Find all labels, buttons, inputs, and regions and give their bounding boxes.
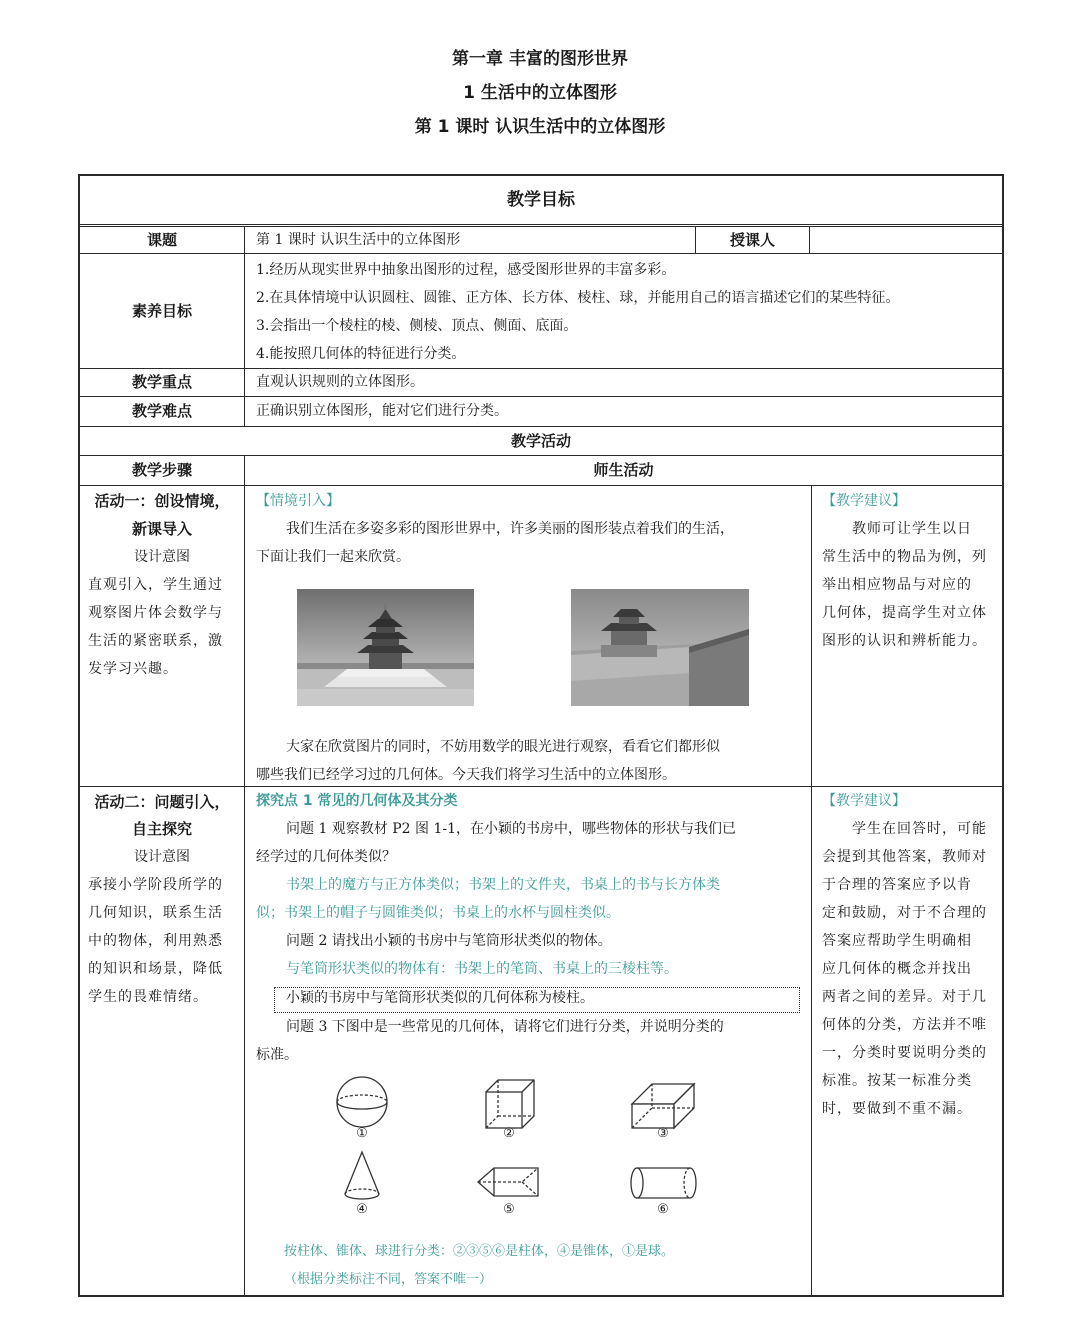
suggestion-tag: 【教学建议】 [822, 493, 906, 509]
explore-heading: 探究点 1 常见的几何体及其分类 [256, 793, 458, 809]
steps-label: 教学步骤 [131, 461, 192, 479]
key-label: 教学重点 [131, 373, 192, 391]
question1-line2: 经学过的几何体类似？ [256, 849, 396, 865]
suggestion2-tag: 【教学建议】 [822, 793, 906, 809]
literacy-label: 素养目标 [131, 302, 192, 320]
activity2-design-line: 中的物体，利用熟悉 [88, 933, 223, 949]
shape-label: ⑤ [503, 1202, 515, 1217]
activity1-design-line: 直观引入，学生通过 [88, 577, 223, 593]
activity2-title: 活动二：问题引入， [94, 793, 230, 811]
interaction-label: 师生活动 [593, 461, 654, 479]
scenario-tag: 【情境引入】 [256, 493, 340, 509]
geometric-solids-figure [320, 1070, 720, 1220]
lesson-title: 第 1 课时 认识生活中的立体图形 [414, 117, 666, 137]
shape-label: ② [503, 1126, 515, 1141]
suggestion2-line: 定和鼓励，对于不合理的 [822, 905, 987, 921]
activity2-title-line2: 自主探究 [131, 820, 192, 838]
shape-label: ③ [657, 1126, 669, 1141]
outro-text-line2: 哪些我们已经学习过的几何体。今天我们将学习生活中的立体图形。 [256, 767, 676, 783]
suggestion2-line: 两者之间的差异。对于几 [822, 989, 987, 1005]
sphere-shape [337, 1077, 387, 1127]
activity1-design-line: 生活的紧密联系，激 [88, 633, 223, 649]
suggestion-line: 几何体，提高学生对立体 [822, 605, 987, 621]
shape-label: ① [356, 1126, 368, 1141]
literacy-item: 3.会指出一个棱柱的棱、侧棱、顶点、侧面、底面。 [256, 318, 578, 334]
difficulty-value: 正确识别立体图形，能对它们进行分类。 [256, 403, 508, 419]
activity2-design-line: 承接小学阶段所学的 [88, 877, 223, 893]
suggestion-line: 常生活中的物品为例，列 [822, 549, 987, 565]
teacher-label: 授课人 [729, 231, 775, 249]
suggestion2-line: 答案应帮助学生明确相 [822, 933, 972, 949]
answer1: 书架上的魔方与正方体类似；书架上的文件夹，书桌上的书与长方体类 [286, 877, 720, 893]
literacy-item: 4.能按照几何体的特征进行分类。 [256, 346, 466, 362]
topic-label: 课题 [146, 231, 177, 249]
objectives-heading: 教学目标 [507, 190, 575, 210]
cylinder-shape [631, 1168, 696, 1198]
suggestion2-line: 学生在回答时，可能 [852, 821, 987, 837]
literacy-item: 2.在具体情境中认识圆柱、圆锥、正方体、长方体、棱柱、球，并能用自己的语言描述它们的某些特征。 [256, 290, 900, 306]
question3: 问题 3 下图中是一些常见的几何体，请将它们进行分类，并说明分类的 [286, 1019, 724, 1035]
great-wall-photo [571, 589, 749, 706]
question3-line2: 标准。 [256, 1047, 298, 1063]
intro-text-line2: 下面让我们一起来欣赏。 [256, 549, 410, 565]
answer3: 按柱体、锥体、球进行分类：②③⑤⑥是柱体，④是锥体，①是球。 [284, 1244, 675, 1259]
answer1-line2: 似；书架上的帽子与圆锥类似；书桌上的水杯与圆柱类似。 [256, 905, 620, 921]
suggestion-line: 图形的认识和辨析能力。 [822, 633, 987, 649]
key-value: 直观认识规则的立体图形。 [256, 374, 424, 390]
question1: 问题 1 观察教材 P2 图 1-1，在小颖的书房中，哪些物体的形状与我们已 [286, 821, 737, 837]
cuboid-shape [632, 1084, 694, 1128]
activities-heading: 教学活动 [510, 432, 571, 450]
shape-label: ⑥ [657, 1202, 669, 1217]
activity1-title-line2: 新课导入 [131, 520, 192, 538]
definition-text: 小颖的书房中与笔筒形状类似的几何体称为棱柱。 [286, 990, 594, 1006]
activity2-design-line: 几何知识，联系生活 [88, 905, 223, 921]
suggestion2-line: 于合理的答案应予以肯 [822, 877, 972, 893]
intro-text: 我们生活在多姿多彩的图形世界中，许多美丽的图形装点着我们的生活， [286, 521, 734, 537]
topic-value: 第 1 课时 认识生活中的立体图形 [256, 232, 461, 248]
shape-label: ④ [356, 1202, 368, 1217]
suggestion2-line: 会提到其他答案，教师对 [822, 849, 987, 865]
suggestion2-line: 标准。按某一标准分类 [822, 1073, 972, 1089]
suggestion-line: 举出相应物品与对应的 [822, 577, 972, 593]
answer2: 与笔筒形状类似的物体有：书架上的笔筒、书桌上的三棱柱等。 [286, 961, 678, 977]
outro-text: 大家在欣赏图片的同时，不妨用数学的眼光进行观察，看看它们都形似 [286, 739, 720, 755]
activity2-design-line: 的知识和场景，降低 [88, 961, 223, 977]
suggestion2-line: 时，要做到不重不漏。 [822, 1101, 972, 1117]
activity1-design-label: 设计意图 [134, 549, 190, 565]
literacy-item: 1.经历从现实世界中抽象出图形的过程，感受图形世界的丰富多彩。 [256, 262, 676, 278]
suggestion2-line: 何体的分类，方法并不唯 [822, 1017, 987, 1033]
activity2-design-line: 学生的畏难情绪。 [88, 989, 208, 1005]
suggestion2-line: 一，分类时要说明分类的 [822, 1045, 987, 1061]
activity1-design-line: 观察图片体会数学与 [88, 605, 223, 621]
suggestion-line: 教师可让学生以日 [852, 521, 972, 537]
triangular-prism-shape [478, 1168, 538, 1196]
suggestion2-line: 应几何体的概念并找出 [822, 961, 972, 977]
chapter-title: 第一章 丰富的图形世界 [452, 49, 628, 69]
temple-of-heaven-photo [297, 589, 474, 706]
answer3-note: （根据分类标注不同，答案不唯一） [284, 1272, 493, 1287]
section-title: 1 生活中的立体图形 [463, 83, 617, 103]
cone-shape [345, 1152, 379, 1199]
cube-shape [486, 1080, 534, 1128]
activity1-title: 活动一：创设情境， [94, 492, 230, 510]
difficulty-label: 教学难点 [131, 402, 192, 420]
activity1-design-line: 发学习兴趣。 [88, 661, 178, 677]
activity2-design-label: 设计意图 [134, 849, 190, 865]
question2: 问题 2 请找出小颖的书房中与笔筒形状类似的物体。 [286, 933, 612, 949]
